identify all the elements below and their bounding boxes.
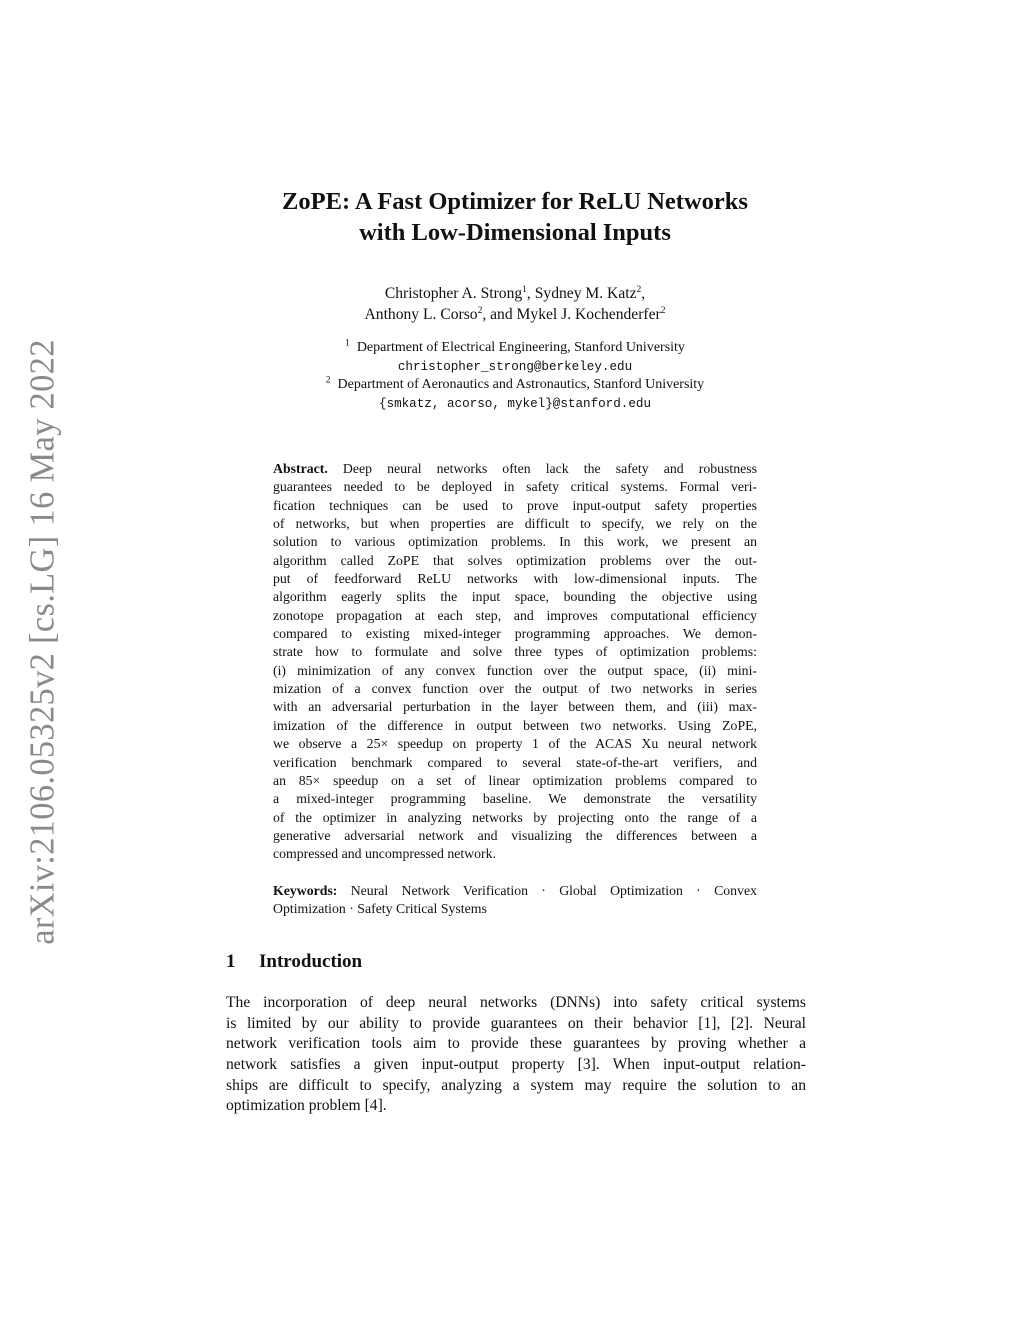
keywords-line: [273, 882, 757, 900]
author-corso: Anthony L. Corso: [364, 306, 478, 323]
section-number: 1: [226, 951, 236, 972]
author-line-2: [200, 304, 830, 325]
abstract-line: guarantees needed to be deployed in safety critical systems. Formal veri-: [273, 479, 757, 495]
title-line-2: with Low-Dimensional Inputs: [359, 219, 671, 246]
paragraph-line: network satisfies a given input-output property [3]. When input-output relation-: [226, 1056, 806, 1074]
introduction-paragraph: [226, 993, 806, 1117]
abstract-line: a mixed-integer programming baseline. We demonstrate the versatility: [273, 791, 757, 807]
keywords: [273, 882, 757, 919]
abstract-line: an 85× speedup on a set of linear optimization problems compared to: [273, 772, 757, 788]
section-title: Introduction: [259, 951, 363, 972]
author-katz: , Sydney M. Katz: [526, 285, 637, 302]
author-list: [200, 283, 830, 325]
abstract-line: compared to existing mixed-integer programming approaches. We demon-: [273, 626, 757, 642]
abstract-line: put of feedforward ReLU networks with low-dimensional inputs. The: [273, 571, 757, 587]
keywords-line: Optimization · Safety Critical Systems: [273, 901, 487, 917]
abstract-line: (i) minimization of any convex function over the output space, (ii) mini-: [273, 662, 757, 678]
keywords-line-text: Neural Network Verification · Global Optimization · Convex: [350, 883, 758, 898]
abstract-line: verification benchmark compared to several state-of-the-art verifiers, and: [273, 754, 757, 770]
abstract-line: zonotope propagation at each step, and improves computational efficiency: [273, 607, 757, 623]
paper-title: [200, 186, 830, 248]
author-kochenderfer-affil: 2: [660, 305, 666, 316]
affiliation-2-marker: 2: [325, 375, 331, 386]
author-strong: Christopher A. Strong: [384, 285, 523, 302]
arxiv-identifier: arXiv:2106.05325v2 [cs.LG] 16 May 2022: [23, 339, 62, 945]
paragraph-line: ships are difficult to specify, analyzing a system may require the solution to an: [226, 1076, 806, 1094]
paragraph-line: network verification tools aim to provide these guarantees by proving whether a: [226, 1035, 806, 1053]
section-heading: [226, 951, 362, 973]
abstract-line: algorithm called ZoPE that solves optimization problems over the out-: [273, 552, 757, 568]
title-line-1: ZoPE: A Fast Optimizer for ReLU Networks: [282, 188, 748, 215]
abstract-line: mization of a convex function over the output of two networks in series: [273, 681, 757, 697]
author-line-1: [200, 283, 830, 304]
affiliation-2-name: Department of Aeronautics and Astronautics, Stanford University: [337, 377, 705, 392]
abstract-line: solution to various optimization problems. In this work, we present an: [273, 534, 757, 550]
abstract-line: strate how to formulate and solve three types of optimization problems:: [273, 644, 757, 660]
affiliations: [200, 339, 830, 413]
abstract-line-text: Deep neural networks often lack the safety and robustness: [342, 461, 757, 476]
abstract-line: algorithm eagerly splits the input space, bounding the objective using: [273, 589, 757, 605]
author-katz-affil: 2: [636, 284, 642, 295]
author-comma: ,: [641, 285, 646, 302]
abstract-line: generative adversarial network and visualizing the differences between a: [273, 827, 757, 843]
abstract-line: [273, 460, 757, 478]
author-strong-affil: 1: [522, 284, 527, 295]
abstract: [273, 460, 757, 864]
abstract-label: Abstract.: [273, 461, 328, 476]
abstract-line: fication techniques can be used to prove input-output safety properties: [273, 497, 757, 513]
affiliation-2-email: {smkatz, acorso, mykel}@stanford.edu: [378, 396, 652, 411]
abstract-line: with an adversarial perturbation in the layer between them, and (iii) max-: [273, 699, 757, 715]
affiliation-1-marker: 1: [345, 338, 350, 349]
paragraph-line: is limited by our ability to provide guarantees on their behavior [1], [2]. Neural: [226, 1014, 806, 1032]
affiliation-1-name: Department of Electrical Engineering, Stanford University: [356, 340, 685, 355]
arxiv-identifier-sidebar: [22, 339, 64, 945]
affiliation-1: [200, 339, 830, 358]
affiliation-2: [200, 376, 830, 395]
abstract-line: of networks, but when properties are difficult to specify, we rely on the: [273, 516, 757, 532]
paragraph-line: optimization problem [4].: [226, 1097, 387, 1115]
abstract-line: of the optimizer in analyzing networks by projecting onto the range of a: [273, 809, 757, 825]
abstract-line: imization of the difference in output between two networks. Using ZoPE,: [273, 717, 757, 733]
affiliation-1-email: christopher_strong@berkeley.edu: [397, 359, 633, 374]
paragraph-line: The incorporation of deep neural networks (DNNs) into safety critical systems: [226, 994, 806, 1011]
author-kochenderfer: , and Mykel J. Kochenderfer: [482, 306, 661, 323]
abstract-line: compressed and uncompressed network.: [273, 846, 496, 862]
author-corso-affil: 2: [477, 305, 483, 316]
abstract-line: we observe a 25× speedup on property 1 of the ACAS Xu neural network: [273, 736, 757, 752]
keywords-label: Keywords:: [273, 883, 338, 898]
